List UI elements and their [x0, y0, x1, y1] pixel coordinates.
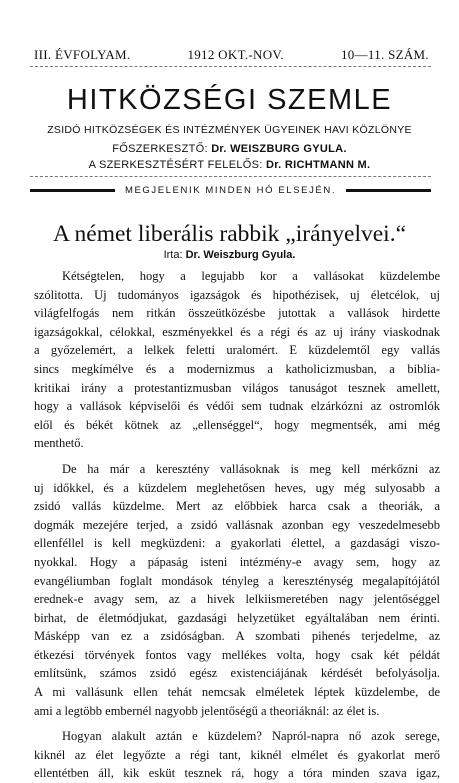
- paragraph-line: ami a legtöbb embernél nagyobb jelentőségű a theoriáknál: az élet is.: [34, 703, 380, 718]
- paragraph-line: kritikai irány a protestantizmusban világos tanuságot tesznek amellett,: [34, 380, 440, 395]
- paragraph-line: sincs megkímélve és a modernizmus a katholicizmusban, a biblia-: [34, 361, 440, 376]
- paragraph-line: De ha már a keresztény vallásoknak is meg kell mérkőzni az: [62, 461, 440, 476]
- journal-subtitle: ZSIDÓ HITKÖZSÉGEK ÉS INTÉZMÉNYEK ÜGYEINEK HAVI KÖZLÖNYE: [47, 124, 412, 136]
- article-title: A német liberális rabbik „irányelvei.“: [52, 221, 407, 247]
- paragraph-line: evangéliumban foglalt mondások tényleg a kereszténység megalapítójától: [34, 573, 440, 588]
- paragraph-line: Másképp van ez a zsidóságban. A szombati pihenés terjedelme, az: [34, 629, 440, 644]
- frequency-banner: [30, 185, 431, 196]
- responsible-editor: [0, 159, 459, 171]
- paragraph-line: birhat, de életmódjukat, gazdasági helyzetüket egyáltalában nem érinti.: [34, 610, 440, 625]
- paragraph-line: igazságokkal, célokkal, eszményekkel és a régi és az uj irány viaskodnak: [34, 324, 440, 339]
- paragraph-line: ellenféllel is kell megküzdeni: a gyakorlati élettel, a gazdasági viszo-: [34, 536, 440, 551]
- paragraph-line: nyokkal. Hogy a pápaság isteni intézmény-e avagy sem, hogy az: [34, 554, 440, 569]
- issue-line: [34, 47, 429, 63]
- paragraph-line: a győzelemért, a lelkek feletti uralomért. E küzdelemtől egy vallás: [34, 343, 440, 358]
- editor-in-chief: [0, 143, 459, 155]
- paragraph-line: kiknél az élet legyőzte a régi tant, kiknél elmélet és gyakorlat merő: [34, 747, 440, 762]
- issue-date: 1912 OKT.-NOV.: [187, 47, 284, 62]
- article-byline: [0, 249, 459, 261]
- paragraph-line: Kétségtelen, hogy a legujabb kor a vallásokat küzdelembe: [62, 269, 440, 283]
- paragraph-line: dogmák mezejére terjed, a zsidó vallásnak azonban egy veszedelmesebb: [34, 517, 440, 532]
- editor-name: Dr. WEISZBURG GYULA.: [211, 143, 347, 155]
- paragraph-line: elől és békét kötnek az „ellenséggel“, hogy megmentsék, ami még: [34, 417, 440, 432]
- byline-name: Dr. Weiszburg Gyula.: [185, 249, 296, 261]
- editor-label: FŐSZERKESZTŐ:: [112, 143, 212, 155]
- paragraph-line: említsünk, számos zsidó egész existenciájának kérdését befolyásolja.: [34, 666, 440, 681]
- paragraph-line: szólitotta. Uj tudományos igazságok és hipothézisek, uj életcélok, uj: [34, 287, 440, 302]
- article-body: [34, 267, 440, 783]
- paragraph-line: A mi vallásunk ellen tehát nemcsak elméletek léptek küzdelembe, de: [34, 685, 440, 700]
- issue-number: 10—11. SZÁM.: [340, 47, 429, 62]
- paragraph-line: ellentétben áll, kik esküt tesznek rá, hogy a tóra minden szava igaz,: [34, 766, 440, 781]
- frequency-rule-right: [346, 189, 431, 192]
- paragraph-line: zsidó vallás küzdelme. Mert az előbbiek harca csak a theoriák, a: [34, 499, 440, 514]
- masthead-divider: [30, 176, 431, 177]
- volume-label: III. ÉVFOLYAM.: [34, 47, 131, 62]
- paragraph-gap: [34, 453, 440, 460]
- paragraph-line: uj időkkel, és a küzdelem meglehetősen heves, ugy még sulyosabb a: [34, 480, 440, 495]
- paragraph-line: világfelfogás nem ritkán összeütközésbe jutottak a vallások hirdette: [34, 306, 440, 321]
- byline-label: Irta:: [163, 249, 186, 261]
- paragraph-line: étkezési törvények fontos vagy mellékes volta, hogy csak két példát: [34, 647, 440, 662]
- paragraph-line: menthető.: [34, 436, 84, 451]
- frequency-text: MEGJELENIK MINDEN HÓ ELSEJÉN.: [124, 185, 337, 196]
- responsible-label: A SZERKESZTÉSÉRT FELELŐS:: [88, 159, 266, 171]
- journal-title: HITKÖZSÉGI SZEMLE: [66, 84, 393, 116]
- responsible-name: Dr. RICHTMANN M.: [265, 159, 371, 171]
- frequency-rule-left: [30, 189, 115, 192]
- paragraph-line: Hogyan alakult aztán e küzdelem? Napról-napra nő azok serege,: [62, 729, 440, 744]
- paragraph-line: hogy a vallások képviselői és védői sem tudnak elzárkózni az ostromlók: [34, 399, 440, 414]
- paragraph-line: erednek-e avagy sem, az a hivek lelkiismeretében nagy jelentőséggel: [34, 592, 440, 607]
- paragraph-gap: [34, 720, 440, 727]
- header-divider: [30, 66, 431, 67]
